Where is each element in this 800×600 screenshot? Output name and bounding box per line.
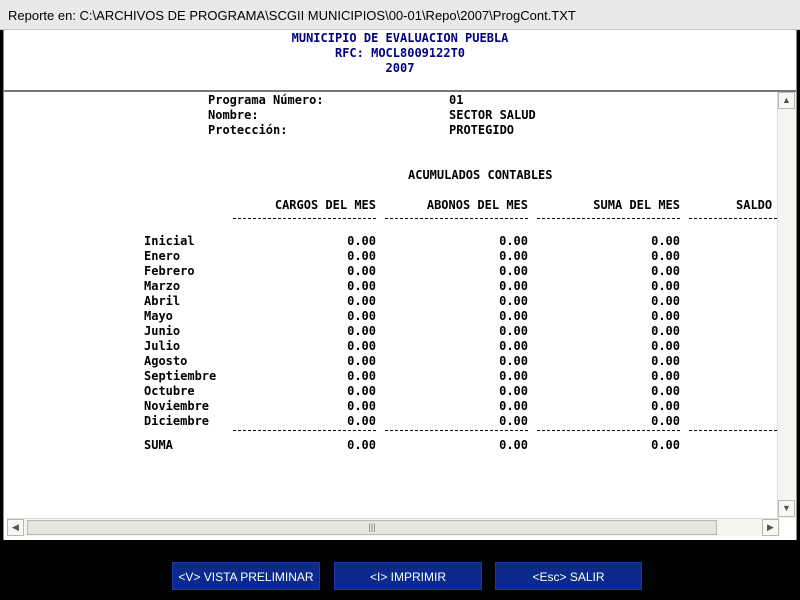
suma-cell: 0.00 — [651, 354, 680, 368]
header-separator-0 — [233, 218, 376, 219]
report-header — [4, 30, 796, 92]
report-window — [3, 30, 797, 540]
cargos-cell: 0.00 — [347, 399, 376, 413]
abonos-cell: 0.00 — [499, 294, 528, 308]
suma-cell: 0.00 — [651, 369, 680, 383]
suma-cell: 0.00 — [651, 279, 680, 293]
total-separator-1 — [385, 430, 528, 431]
abonos-cell: 0.00 — [499, 414, 528, 428]
row-label: Septiembre — [144, 369, 217, 383]
salir-button[interactable]: <Esc> SALIR — [495, 562, 642, 590]
vista-preliminar-button[interactable]: <V> VISTA PRELIMINAR — [172, 562, 320, 590]
column-header-saldo: SALDO — [736, 198, 773, 212]
suma-cell: 0.00 — [651, 294, 680, 308]
report-content — [4, 92, 777, 518]
abonos-cell: 0.00 — [499, 309, 528, 323]
row-label: Inicial — [144, 234, 195, 248]
row-label: Noviembre — [144, 399, 210, 413]
row-label: Marzo — [144, 279, 181, 293]
horizontal-scroll-thumb[interactable] — [27, 520, 717, 535]
suma-cell: 0.00 — [651, 324, 680, 338]
cargos-cell: 0.00 — [347, 354, 376, 368]
abonos-cell: 0.00 — [499, 264, 528, 278]
arrow-left-icon[interactable]: ◀ — [7, 519, 24, 536]
row-label: Febrero — [144, 264, 195, 278]
cargos-cell: 0.00 — [347, 339, 376, 353]
grip-icon: ||| — [368, 522, 376, 532]
suma-cell: 0.00 — [651, 264, 680, 278]
total-cargos-cell: 0.00 — [347, 438, 376, 452]
arrow-down-icon[interactable]: ▼ — [778, 500, 795, 517]
abonos-cell: 0.00 — [499, 249, 528, 263]
abonos-cell: 0.00 — [499, 234, 528, 248]
arrow-up-icon[interactable]: ▲ — [778, 92, 795, 109]
row-label: Junio — [144, 324, 181, 338]
cargos-cell: 0.00 — [347, 294, 376, 308]
header-separator-2 — [537, 218, 680, 219]
cargos-cell: 0.00 — [347, 264, 376, 278]
municipality-name: MUNICIPIO DE EVALUACION PUEBLA — [291, 31, 509, 45]
cargos-cell: 0.00 — [347, 414, 376, 428]
row-label: Abril — [144, 294, 181, 308]
protection-value: PROTEGIDO — [449, 123, 515, 137]
total-abonos-cell: 0.00 — [499, 438, 528, 452]
suma-cell: 0.00 — [651, 234, 680, 248]
column-header-suma: SUMA DEL MES — [593, 198, 680, 212]
abonos-cell: 0.00 — [499, 339, 528, 353]
total-suma-cell: 0.00 — [651, 438, 680, 452]
row-label: Enero — [144, 249, 181, 263]
abonos-cell: 0.00 — [499, 384, 528, 398]
abonos-cell: 0.00 — [499, 399, 528, 413]
abonos-cell: 0.00 — [499, 324, 528, 338]
header-separator-3 — [689, 218, 777, 219]
rfc-line: RFC: MOCL8009122T0 — [334, 46, 466, 60]
row-label: Agosto — [144, 354, 188, 368]
imprimir-button[interactable]: <I> IMPRIMIR — [334, 562, 482, 590]
column-header-cargos: CARGOS DEL MES — [274, 198, 376, 212]
protection-label: Protección: — [208, 123, 288, 137]
column-header-abonos: ABONOS DEL MES — [426, 198, 528, 212]
window-title: Reporte en: C:\ARCHIVOS DE PROGRAMA\SCGII MUNICIPIOS\00-01\Repo\2007\ProgCont.TXT — [8, 8, 576, 23]
row-label: Octubre — [144, 384, 195, 398]
suma-cell: 0.00 — [651, 399, 680, 413]
vertical-scrollbar[interactable] — [777, 92, 796, 518]
suma-cell: 0.00 — [651, 384, 680, 398]
total-separator-2 — [537, 430, 680, 431]
program-name-value: SECTOR SALUD — [449, 108, 536, 122]
horizontal-scrollbar[interactable] — [7, 518, 780, 536]
window-titlebar — [0, 0, 800, 30]
suma-cell: 0.00 — [651, 339, 680, 353]
cargos-cell: 0.00 — [347, 384, 376, 398]
program-name-label: Nombre: — [208, 108, 259, 122]
total-label: SUMA — [144, 438, 173, 452]
row-label: Mayo — [144, 309, 173, 323]
cargos-cell: 0.00 — [347, 309, 376, 323]
program-number-label: Programa Número: — [208, 93, 324, 107]
abonos-cell: 0.00 — [499, 369, 528, 383]
program-number-value: 01 — [449, 93, 464, 107]
abonos-cell: 0.00 — [499, 279, 528, 293]
suma-cell: 0.00 — [651, 414, 680, 428]
arrow-right-icon[interactable]: ▶ — [762, 519, 779, 536]
cargos-cell: 0.00 — [347, 249, 376, 263]
year-line: 2007 — [385, 61, 415, 75]
row-label: Julio — [144, 339, 181, 353]
total-separator-0 — [233, 430, 376, 431]
cargos-cell: 0.00 — [347, 324, 376, 338]
cargos-cell: 0.00 — [347, 369, 376, 383]
suma-cell: 0.00 — [651, 309, 680, 323]
total-separator-3 — [689, 430, 777, 431]
row-label: Diciembre — [144, 414, 210, 428]
cargos-cell: 0.00 — [347, 279, 376, 293]
section-title: ACUMULADOS CONTABLES — [408, 168, 553, 182]
header-separator-1 — [385, 218, 528, 219]
abonos-cell: 0.00 — [499, 354, 528, 368]
suma-cell: 0.00 — [651, 249, 680, 263]
cargos-cell: 0.00 — [347, 234, 376, 248]
